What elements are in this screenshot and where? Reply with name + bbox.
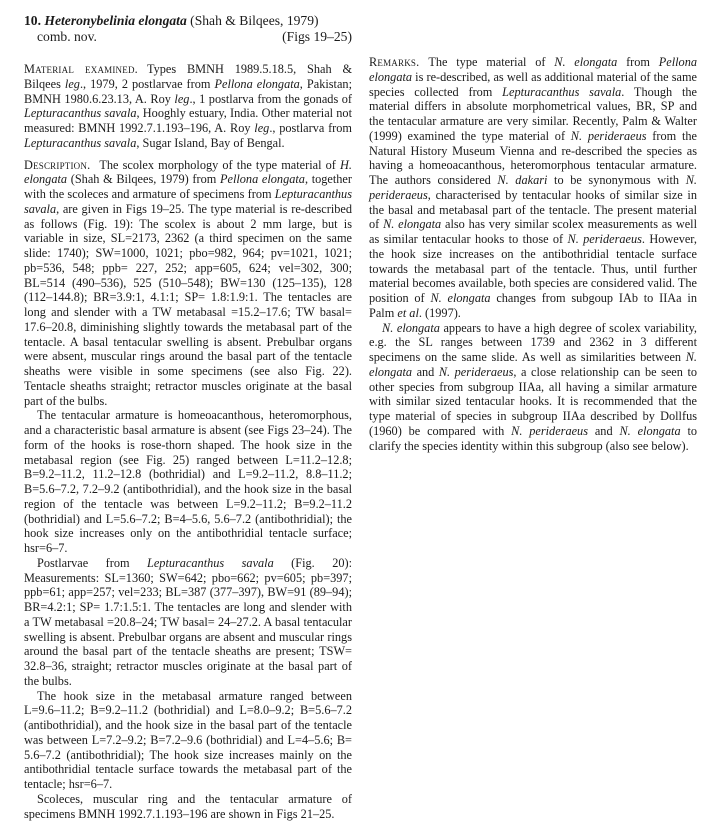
- taxon-name-text: N. perideraeus: [567, 232, 642, 246]
- taxon-name-text: leg: [254, 121, 270, 135]
- body-text: The hook size in the metabasal armature ranged between L=9.6–11.2; B=9.2–11.2 (bothridial) and L=8.0–9.2; B=5.6–7.2 (antibothridial), and the hook size in the basal part of the tentacle was between L=7.2–9.2; B=7.2–9.6 (bothridial) and L=4–5.6; B= 5.6–7.2 (antibothridial); The hook size increases mainly on the antibothridial tentacle surface towards the metabasal part of the tentacle; hsr=6–7.: [24, 688, 352, 791]
- body-text: . Though the material differs in absolute morphometrical values, BR, SP and the tentacular armature are very similar. Recently, Palm & Walter (1999) examined the type material of: [369, 84, 697, 143]
- taxon-name-text: N. elongata: [369, 350, 697, 379]
- paragraph: [24, 158, 352, 409]
- taxon-name-text: leg: [64, 76, 80, 91]
- taxon-name-text: N. perideraeus: [438, 364, 514, 379]
- body-text: , Pakistan; BMNH 1980.6.23.13, A. Roy: [24, 76, 352, 106]
- body-text: and: [588, 423, 620, 438]
- body-text: . (1997).: [418, 305, 461, 320]
- paragraph: [24, 792, 352, 821]
- species-number: 10.: [24, 13, 41, 28]
- body-text: from the Natural History Museum Vienna and re-described the species as having a homeoacanthous, heteromorphous tentacular armature. The authors considered: [369, 128, 697, 187]
- body-text: (Fig. 20): Measurements: SL=1360; SW=642; pbo=662; pv=605; pb=397; ppb=61; app=257; vel=233; BL=387 (377–397), BW=91 (89–94); BR=4.2:1; SP= 1.7:1.5:1. The tentacles are long and slender with a TW metabasal =20.8–24; TW basal= 24–27.2. A basal tentacular swelling is absent. Prebulbar organs are absent and muscular rings around the basal part of the tentacle sheaths are present; TSW= 32.8–36, straight; retractor muscles originate at the basal part of the bulbs.: [24, 555, 352, 688]
- taxon-name-text: Pellona elongata: [214, 76, 300, 91]
- comb-nov-label: comb. nov.: [37, 28, 97, 44]
- body-text: ., 1979, 2 postlarvae from: [79, 76, 215, 91]
- species-authority: (Shah & Bilqees, 1979): [190, 13, 319, 28]
- taxon-name-text: N. elongata: [554, 55, 618, 69]
- body-text: The tentacular armature is homeoacanthous, heteromorphous, and a characteristic basal armature is absent (see Figs 23–24). The form of the hooks is rose-thorn shaped. The hook size in the metabasal region (see Fig. 25) ranged between L=11.2–12.8; B=9.2–11.2, 11.2–12.8 (bothridial) and L=9.2–11.2, 8.8–11.2; B=5.6–7.2, 7.2–9.2 (antibothridial), and the hook size in the basal region of the tentacle was between L=9.2–11.2; B=9.2–11.2 (bothridial) and L=5.6–7.2; B=4–5.6, 5.6–7.2 (antibothridial); the hook size increases only on the antibothridial tentacle surface; hsr=6–7.: [24, 408, 352, 555]
- body-text: is re-described, as well as additional material of the same species collected from: [369, 69, 697, 99]
- taxon-name-text: N. perideraeus: [511, 423, 588, 438]
- body-text: appears to have a high degree of scolex variability, e.g. the SL ranges between 1739 and 2362 in 3 different specimens on the same slide. As well as similarities between: [369, 320, 697, 364]
- body-text: to be synonymous with: [547, 173, 686, 187]
- body-text: Types BMNH 1989.5.18.5, Shah & Bilqees: [24, 62, 353, 91]
- paragraph: [24, 62, 352, 151]
- body-text: The type material of: [428, 55, 555, 69]
- paragraph: [369, 55, 697, 321]
- taxon-name-text: N. elongata: [382, 320, 440, 335]
- taxon-name-text: N. perideraeus: [570, 128, 647, 143]
- paragraph: [369, 321, 697, 454]
- left-column: [24, 55, 352, 821]
- taxon-name-text: N. perideraeus: [369, 173, 697, 202]
- taxon-name-text: N. dakari: [497, 173, 548, 187]
- right-column: [369, 55, 697, 453]
- body-text: The scolex morphology of the type material of: [99, 157, 341, 172]
- body-text: ., postlarva from: [269, 121, 352, 135]
- species-entry-header: [24, 13, 352, 44]
- taxon-name-text: Lepturacanthus savala: [502, 84, 622, 99]
- species-subheading-line: [24, 29, 352, 45]
- paragraph: [24, 408, 352, 556]
- taxon-name-text: H. elongata: [24, 157, 352, 187]
- taxon-name-text: Lepturacanthus savala: [24, 135, 137, 150]
- body-text: (Shah & Bilqees, 1979) from: [67, 172, 220, 187]
- body-text: , Sugar Island, Bay of Bengal.: [136, 135, 285, 150]
- body-text: changes from subgoup IAb to IIAa in Palm: [369, 291, 697, 320]
- taxon-name-text: Lepturacanthus savala: [24, 187, 352, 216]
- two-column-body: [24, 55, 697, 821]
- taxon-name-text: N. elongata: [430, 291, 491, 305]
- body-text: to clarify the species identity within this subgroup (also see below).: [369, 423, 698, 453]
- body-text: , a close relationship can be seen to other species from subgroup IIAa, all having a similar armature with similar sized tentacular hooks. It is recommended that the type material of species in subgroup IIAa described by Dollfus (1960) be compared with: [369, 364, 698, 438]
- taxon-name-text: Pellona elongata: [219, 172, 305, 187]
- taxon-name-text: N. elongata: [383, 217, 442, 232]
- body-text: and: [412, 364, 439, 379]
- body-text: , Hooghly estuary, India. Other material not measured: BMNH 1992.7.1.193–196, A. Roy: [24, 106, 352, 135]
- paragraph: [24, 556, 352, 689]
- body-text: . However, the hook size increases on the antibothridial tentacle surface towards the metabasal part of the tentacle. Thus, until further material becomes available, both species are considered valid. The position of: [369, 232, 697, 305]
- taxon-name-text: Lepturacanthus savala: [147, 555, 274, 570]
- taxon-name-text: leg: [174, 91, 190, 106]
- section-label: Description.: [24, 157, 91, 172]
- taxon-name-text: Pellona elongata: [369, 55, 697, 84]
- body-text: , are given in Figs 19–25. The type material is re-described as follows (Fig. 19): The scolex is about 2 mm large, but is variable in size, SL=2173, 2362 (a third specimen on the same slide: 1740); SW=1000, 1021; pbo=982, 964; pv=1021, 1021; pb=536, 548; ppb= 227, 252; app=605, 624; vel=302, 300; BL=514 (490–536), 525 (510–548); BW=130 (125–135), 128 (112–144.8); BR=3.9:1, 4.1:1; SP= 1.8:1.9:1. The tentacles are long and slender with a TW metabasal =15.2–17.6; TW basal= 17.6–20.8, diminishing slightly towards the metabasal part of the tentacle. A basal tentacular swelling is absent. Prebulbar organs were absent, muscular rings around the basal part of the tentacle sheaths were visible in some specimens (see also Fig. 22). Tentacle sheaths straight; retractor muscles originate at the basal part of the bulbs.: [24, 201, 352, 408]
- paragraph: [24, 689, 352, 792]
- body-text: ., 1 postlarva from the gonads of: [189, 91, 352, 106]
- taxon-name-text: Lepturacanthus savala: [24, 106, 137, 121]
- body-text: also has very similar scolex measurements as well as similar tentacular hooks to those of: [369, 217, 698, 246]
- section-label: Remarks.: [369, 55, 420, 69]
- body-text: , together with the scoleces and armature of specimens from: [24, 172, 352, 201]
- species-heading-line: [24, 13, 352, 29]
- taxon-name-text: N. elongata: [619, 423, 681, 438]
- species-name: Heteronybelinia elongata: [44, 13, 187, 28]
- body-text: Postlarvae from: [37, 555, 147, 570]
- body-text: from: [617, 55, 659, 69]
- body-text: , characterised by tentacular hooks of similar size in the basal and metabasal part of the tentacle. The present material of: [369, 187, 697, 232]
- figs-reference: (Figs 19–25): [282, 28, 352, 44]
- body-text: Scoleces, muscular ring and the tentacular armature of specimens BMNH 1992.7.1.193–196 are shown in Figs 21–25.: [24, 791, 352, 821]
- section-label: Material examined.: [24, 62, 138, 76]
- taxon-name-text: et al: [397, 305, 419, 320]
